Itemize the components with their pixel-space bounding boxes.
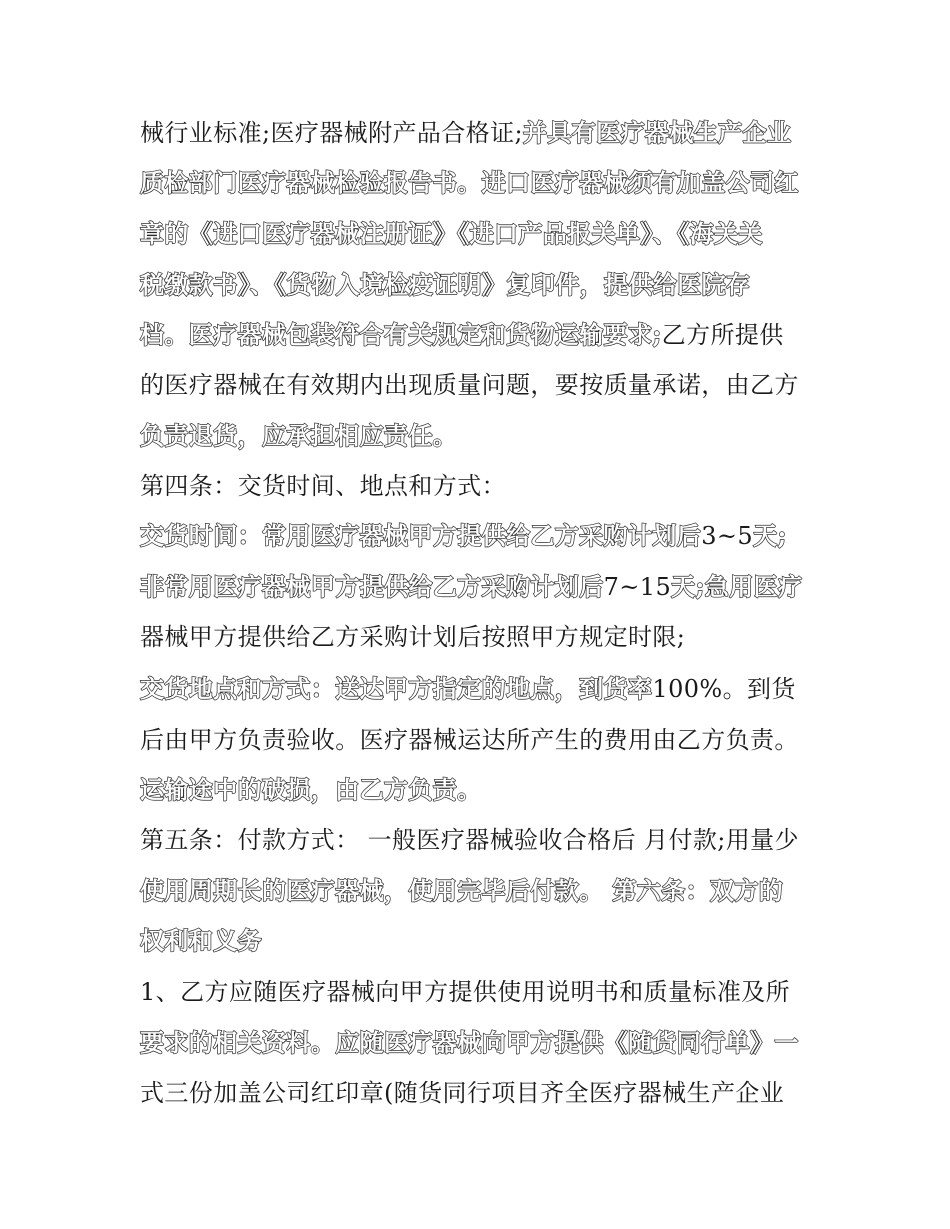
text-line [140,774,482,806]
text-segment: 械行业标准;医疗器械附产品合格证; [140,119,523,147]
text-segment: 第五条：付款方式： 一般医疗器械验收合格后 月付款;用量少 [140,826,799,854]
text-line [140,520,787,552]
outlined-text-segment: 并具有医疗器械生产企业 [522,118,792,147]
outlined-text-segment: 档。医疗器械包装符合有关规定和货物运输要求; [140,320,662,349]
outlined-text-segment: 运输途中的破损，由乙方负责。 [140,775,482,804]
text-segment: 的医疗器械在有效期内出现质量问题，要按质量承诺，由乙方 [140,371,799,399]
text-line [140,269,750,301]
text-line [140,925,262,957]
outlined-text-segment: 章的《进口医疗器械注册证》《进口产品报关单》、《海关关 [140,219,763,248]
text-line [140,319,784,351]
text-segment: 3~5 [701,522,754,550]
text-line [140,976,790,1008]
text-segment: 器械甲方提供给乙方采购计划后按照甲方规定时限; [140,623,686,651]
text-line [140,167,799,199]
text-segment: 乙方所提供 [661,321,784,349]
article-heading [140,824,799,856]
outlined-text-segment: 交货时间：常用医疗器械甲方提供给乙方采购计划后 [140,521,702,550]
text-line [140,875,783,907]
outlined-text-segment: 要求的相关资料。应随医疗器械向甲方提供《随货同行单》一 [140,1028,799,1057]
text-line [140,571,802,603]
text-line [140,1077,784,1109]
outlined-text-segment: 非常用医疗器械甲方提供给乙方采购计划后 [140,572,604,601]
text-segment: 1、乙方应随医疗器械向甲方提供使用说明书和质量标准及所 [140,978,791,1006]
outlined-text-segment: 负责退货，应承担相应责任。 [140,421,458,450]
text-line [140,420,457,452]
text-line [140,673,796,705]
outlined-text-segment: 权利和义务 [140,926,262,955]
text-line [140,369,799,401]
outlined-text-segment: 税缴款书》、《货物入境检疫证明》复印件，提供给医院存 [140,270,751,299]
text-segment: 第四条：交货时间、地点和方式： [140,472,506,500]
text-segment: 7~15 [603,573,672,601]
text-line [140,218,763,250]
text-line [140,117,791,149]
outlined-text-segment: 使用周期长的医疗器械，使用完毕后付款。 第六条：双方的 [140,876,784,905]
outlined-text-segment: 天; [753,521,787,550]
text-line [140,1027,799,1059]
article-heading [140,470,506,502]
outlined-text-segment: 质检部门医疗器械检验报告书。进口医疗器械须有加盖公司红 [140,168,799,197]
text-segment: 100%。到货 [652,675,796,703]
text-segment: 后由甲方负责验收。医疗器械运达所产生的费用由乙方负责。 [140,726,799,754]
outlined-text-segment: 交货地点和方式：送达甲方指定的地点，到货率 [140,674,653,703]
text-segment: 式三份加盖公司红印章(随货同行项目齐全医疗器械生产企业 [140,1079,785,1107]
text-line [140,621,685,653]
text-line [140,724,799,756]
outlined-text-segment: 天;急用医疗 [671,572,803,601]
